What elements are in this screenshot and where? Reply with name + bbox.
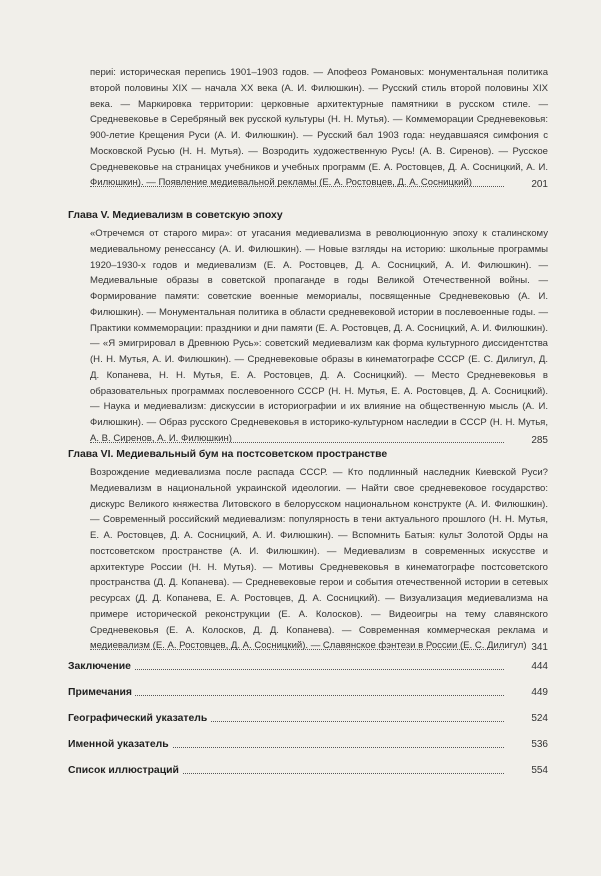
entry-label: Заключение — [68, 660, 134, 674]
toc-entry-chapter-6[interactable] — [68, 448, 548, 654]
page-number: 201 — [527, 178, 548, 191]
page-number: 524 — [531, 713, 548, 724]
page-number: 285 — [527, 434, 548, 447]
page-number: 341 — [527, 641, 548, 654]
entry-label: Географический указатель — [68, 712, 210, 726]
chapter-4-subsections: периі: историческая перепись 1901–1903 годов. — Апофеоз Романовых: монументальная политика второй половины XIX — начала XX века (А. И. Филюшкин). — Русский стиль второй половины XIX века. — Маркировка территории: церковные архитектурные памятники в русском стиле. — Средневековье в Серебряный век русской культуры (Н. Н. Мутья). — Коммеморации Средневековья: 900-летие Крещения Руси (А. И. Филюшкин). — Русский бал 1903 года: неудавшаяся симфония с Московской Русью (Н. Н. Мутья). — Возродить художественную Русь! (А. В. Сиренов). — Русское Средневековье на страницах учебников и учебных программ (Е. А. Ростовцев, Д. А. Сосницкий, А. И. Филюшкин). — Появление медиевальной рекламы (Е. А. Ростовцев, Д. А. Сосницкий) — [90, 67, 548, 189]
leader-line — [90, 178, 548, 191]
entry-label: Примечания — [68, 686, 135, 700]
dot-leader — [90, 186, 504, 187]
chapter-6-subsections: Возрождение медиевализма после распада СССР. — Кто подлинный наследник Киевской Руси? Медиевализм в национальной украинской идеологии. — Найти свое средневековое государство: дискурс Великого княжества Литовского в белорусском национальном конструкте (А. И. Филюшкин). — Современный российский медиевализм: популярность в тени актуального прошлого (Н. Н. Мутья, Е. А. Ростовцев, Д. А. Сосницкий, А. И. Филюшкин). — Вспомнить Батыя: культ Золотой Орды на постсоветском пространстве (А. И. Филюшкин). — Медиевализм в современных искусстве и архитектуре России (Н. Н. Мутья). — Мотивы Средневековья в кинематографе постсоветского пространства (Д. Д. Копанева). — Средневековые герои и события отечественной истории в сетевых ресурсах (Д. Д. Копанева, Е. А. Ростовцев, Д. А. Сосницкий). — Визуализация медиевализма на примере исторической реконструкции (Е. А. Колосков). — Видеоигры на тему славянского Средневековья (Е. А. Колосков, Д. Д. Копанева). — Современная коммерческая реклама и медиевализм (Е. А. Ростовцев, Д. А. Сосницкий). — Славянское фэнтези в России (Е. С. Дилигул) — [90, 467, 548, 652]
toc-entry-list-of-illustrations[interactable] — [68, 764, 548, 778]
page-number: 444 — [531, 661, 548, 672]
page-number: 536 — [531, 739, 548, 750]
page-number: 449 — [531, 687, 548, 698]
chapter-5-title: Глава V. Медиевализм в советскую эпоху — [68, 210, 283, 221]
toc-entry-notes[interactable] — [68, 686, 548, 700]
toc-entry-chapter-5[interactable] — [68, 209, 548, 447]
toc-entry-conclusion[interactable] — [68, 660, 548, 674]
chapter-6-title: Глава VI. Медиевальный бум на постсоветском пространстве — [68, 449, 388, 460]
toc-entry-chapter-4-tail — [68, 65, 548, 191]
entry-label: Список иллюстраций — [68, 764, 182, 778]
toc-entry-name-index[interactable] — [68, 738, 548, 752]
entry-label: Именной указатель — [68, 738, 172, 752]
page-number: 554 — [531, 765, 548, 776]
dot-leader — [90, 649, 504, 650]
dot-leader — [90, 442, 504, 443]
chapter-5-subsections: «Отречемся от старого мира»: от угасания медиевализма в революционную эпоху к сталинскому медиевальному ренессансу (А. И. Филюшкин). — Новые взгляды на историю: школьные программы 1920–1930-х годов и медиевализм (Е. А. Ростовцев, Д. А. Сосницкий, А. И. Филюшкин). — Медиевальные образы в советской пропаганде в годы Великой Отечественной войны. — Формирование памяти: советские военные мемориалы, посвященные Средневековью (А. И. Филюшкин). — Монументальная политика в области средневековой истории в послевоенные годы. — Практики коммеморации: праздники и дни памяти (Е. А. Ростовцев, Д. А. Сосницкий, А. И. Филюшкин). — «Я эмигрировал в Древнюю Русь»: советский медиевализм как форма культурного диссидентства (Н. Н. Мутья, А. И. Филюшкин). — Средневековые образы в кинематографе СССР (Е. С. Дилигул, Д. Д. Копанева, Н. Н. Мутья, Е. А. Ростовцев, Д. А. Сосницкий). — Место Средневековья в образовательных программах послевоенного СССР (Н. Н. Мутья, Е. А. Ростовцев, Д. А. Сосницкий). — Наука и медиевализм: дискуссии в историографии и их влияние на общественную мысль (А. И. Филюшкин). — Образ русского Средневековья в историко-культурном наследии в СССР (Н. Н. Мутья, А. В. Сиренов, А. И. Филюшкин) — [90, 228, 548, 444]
leader-line — [90, 434, 548, 447]
toc-entry-geographic-index[interactable] — [68, 712, 548, 726]
leader-line — [90, 641, 548, 654]
